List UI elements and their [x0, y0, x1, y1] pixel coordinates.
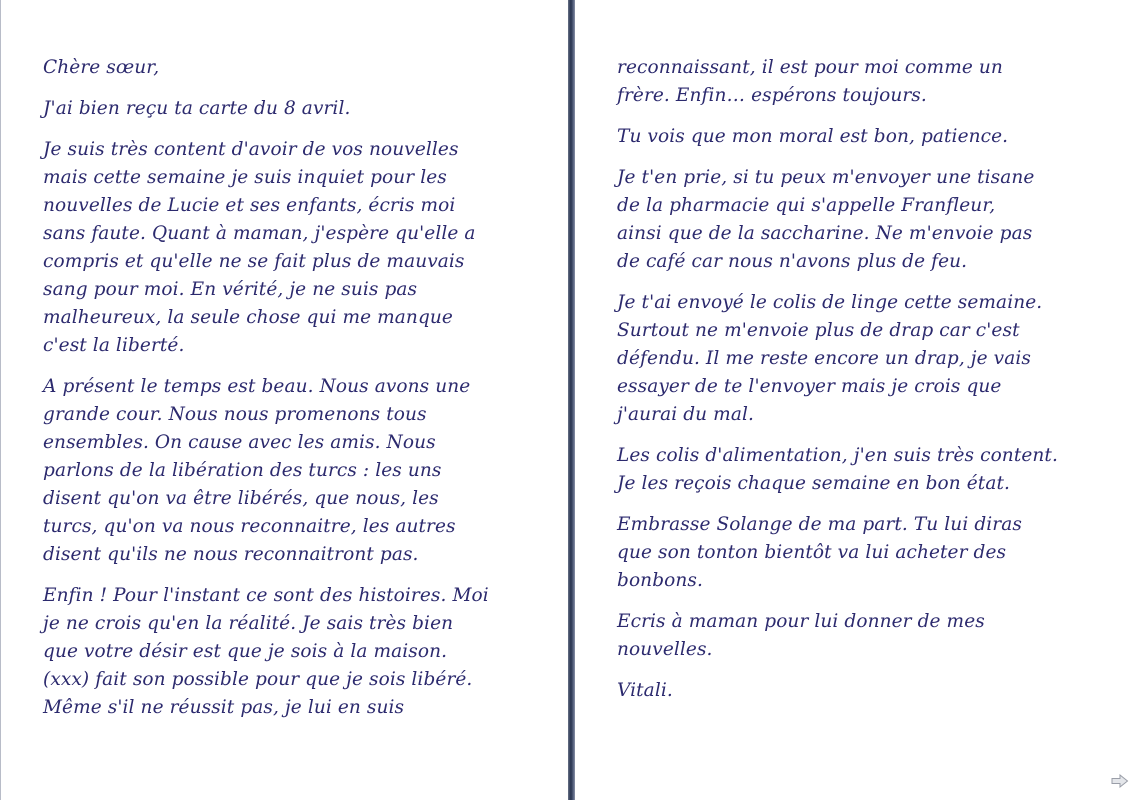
letter-paragraph: Tu vois que mon moral est bon, patience.	[617, 126, 1009, 147]
right-page	[575, 0, 1144, 800]
letter-paragraph: Je t'ai envoyé le colis de linge cette semaine. Surtout ne m'envoie plus de drap car c'est défendu. Il me reste encore un drap, je vais essayer de te l'envoyer mais je crois que j'aurai du mal.	[617, 292, 1043, 425]
letter-paragraph: A présent le temps est beau. Nous avons une grande cour. Nous nous promenons tous ensembles. On cause avec les amis. Nous parlons de la libération des turcs : les uns disent qu'on va être libérés, que nous, les turcs, qu'on va nous reconnaitre, les autres disent qu'ils ne nous reconnaitront pas.	[43, 376, 471, 565]
left-page	[1, 0, 568, 800]
letter-paragraph: reconnaissant, il est pour moi comme un frère. Enfin… espérons toujours.	[617, 57, 1003, 106]
letter-paragraph: Enfin ! Pour l'instant ce sont des histoires. Moi je ne crois qu'en la réalité. Je sais très bien que votre désir est que je sois à la maison. (xxx) fait son possible pour que je sois libéré. Même s'il ne réussit pas, je lui en suis	[43, 585, 489, 718]
letter-signature: Vitali.	[617, 680, 673, 701]
letter-paragraph: Ecris à maman pour lui donner de mes nouvelles.	[617, 611, 985, 660]
letter-paragraph: J'ai bien reçu ta carte du 8 avril.	[43, 98, 351, 119]
arrow-right-icon	[1111, 774, 1129, 788]
letter-paragraph: Les colis d'alimentation, j'en suis très content. Je les reçois chaque semaine en bon état.	[617, 445, 1058, 494]
page-gutter	[568, 0, 575, 800]
next-page-button[interactable]	[1111, 774, 1129, 788]
letter-paragraph: Je t'en prie, si tu peux m'envoyer une tisane de la pharmacie qui s'appelle Franfleur, ainsi que de la saccharine. Ne m'envoie pas de café car nous n'avons plus de feu.	[617, 167, 1035, 272]
letter-greeting: Chère sœur,	[43, 57, 160, 78]
letter-paragraph: Je suis très content d'avoir de vos nouvelles mais cette semaine je suis inquiet pour les nouvelles de Lucie et ses enfants, écris moi sans faute. Quant à maman, j'espère qu'elle a compris et qu'elle ne se fait plus de mauvais sang pour moi. En vérité, je ne suis pas malheureux, la seule chose qui me manque c'est la liberté.	[43, 139, 476, 356]
letter-paragraph: Embrasse Solange de ma part. Tu lui diras que son tonton bientôt va lui acheter des bonbons.	[617, 514, 1022, 591]
